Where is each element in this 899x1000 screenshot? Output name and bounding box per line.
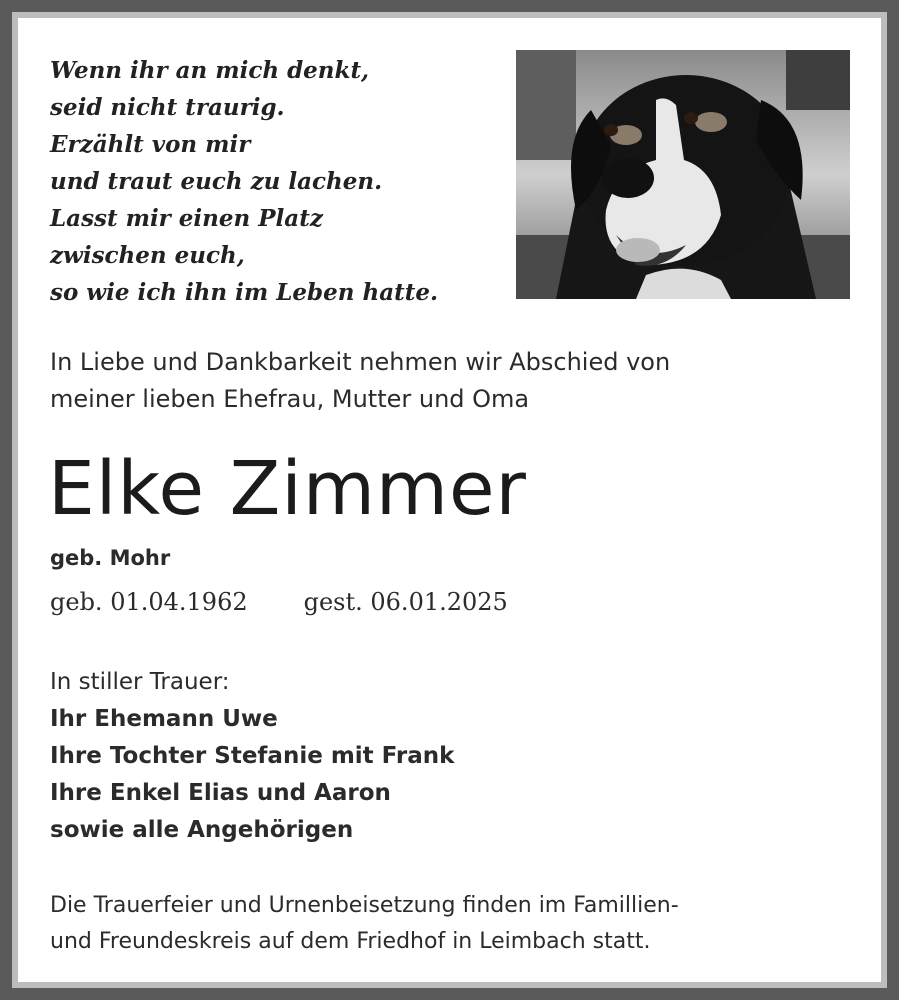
mourners-section bbox=[50, 664, 454, 849]
poem-line: Wenn ihr an mich denkt, bbox=[50, 57, 370, 84]
obituary-card bbox=[18, 18, 881, 982]
intro-line: meiner lieben Ehefrau, Mutter und Oma bbox=[50, 385, 530, 413]
poem-line: Lasst mir einen Platz bbox=[50, 205, 323, 232]
poem-line: zwischen euch, bbox=[50, 242, 245, 269]
funeral-notice bbox=[50, 888, 860, 960]
intro-text bbox=[50, 344, 830, 418]
poem-line: seid nicht traurig. bbox=[50, 94, 285, 121]
mourner-name: sowie alle Angehörigen bbox=[50, 817, 354, 843]
intro-line: In Liebe und Dankbarkeit nehmen wir Abschied von bbox=[50, 348, 671, 376]
poem-line: Erzählt von mir bbox=[50, 131, 251, 158]
poem-line: und traut euch zu lachen. bbox=[50, 168, 383, 195]
poem bbox=[50, 52, 438, 311]
birth-date: geb. 01.04.1962 bbox=[50, 588, 248, 616]
death-date: gest. 06.01.2025 bbox=[303, 588, 508, 616]
deceased-name: Elke Zimmer bbox=[48, 446, 527, 532]
dog-image bbox=[516, 50, 850, 299]
frame-border bbox=[12, 12, 887, 988]
mourner-name: Ihre Enkel Elias und Aaron bbox=[50, 780, 391, 806]
mourners-heading: In stiller Trauer: bbox=[50, 669, 230, 695]
mourners-list bbox=[50, 701, 454, 849]
mourner-name: Ihre Tochter Stefanie mit Frank bbox=[50, 743, 455, 769]
dog-photo bbox=[516, 50, 850, 299]
life-dates bbox=[50, 588, 508, 616]
mourner-name: Ihr Ehemann Uwe bbox=[50, 706, 278, 732]
notice-line: Die Trauerfeier und Urnenbeisetzung finden im Famillien- bbox=[50, 893, 679, 918]
poem-line: so wie ich ihn im Leben hatte. bbox=[50, 279, 438, 306]
notice-line: und Freundeskreis auf dem Friedhof in Leimbach statt. bbox=[50, 929, 651, 954]
maiden-name: geb. Mohr bbox=[50, 546, 171, 570]
